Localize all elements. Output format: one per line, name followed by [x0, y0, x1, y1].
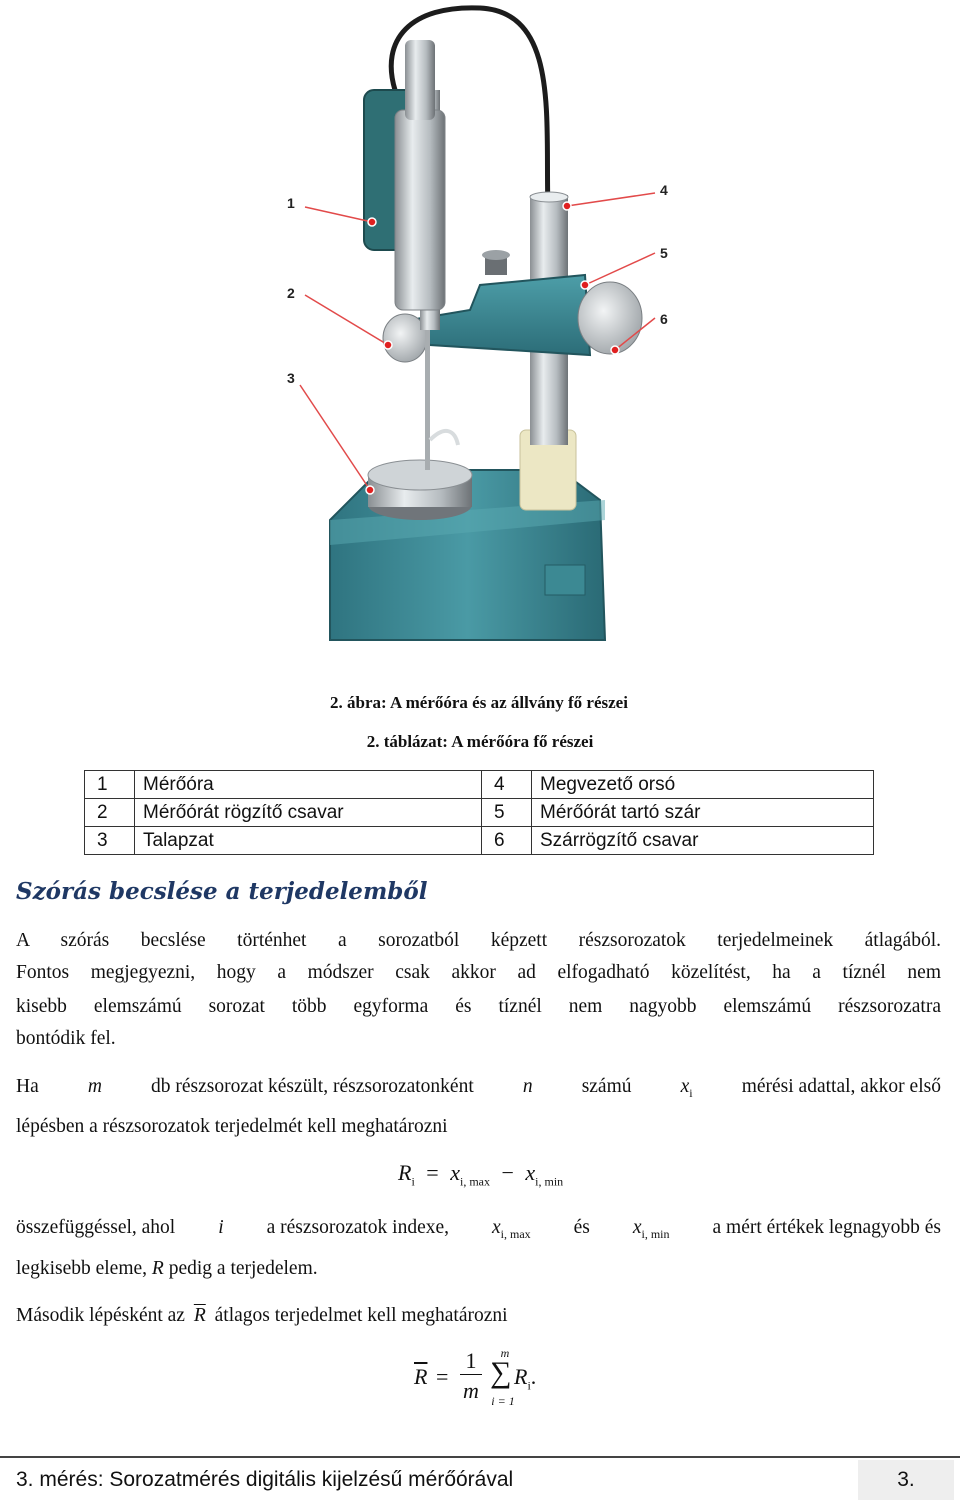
math-rbar: $\overline{R}$ — [193, 1305, 206, 1326]
paragraph-line: bontódik fel. — [16, 1028, 116, 1049]
table-cell: Talapzat — [135, 827, 482, 855]
paragraph-line: Fontos megjegyezni, hogy a módszer csak akkor ad elfogadható közelítést, ha a tíznél nem — [16, 962, 941, 983]
text: számú — [581, 1076, 632, 1097]
callout-6: 6 — [660, 311, 668, 327]
table-cell: Mérőórát tartó szár — [532, 799, 874, 827]
math-xi: $x_i$ — [680, 1076, 693, 1100]
callout-4: 4 — [660, 182, 668, 198]
paragraph-line — [16, 1212, 941, 1250]
page-number: 3. — [858, 1460, 954, 1500]
paragraph-line — [16, 1071, 941, 1109]
figure-caption: 2. ábra: A mérőóra és az állvány fő részei — [330, 693, 628, 712]
formula-range: $R_i = x_{i, max} - x_{i, min}$ — [398, 1160, 564, 1189]
text: a mért értékek legnagyobb és — [712, 1217, 941, 1238]
table-cell: 5 — [482, 799, 532, 827]
paragraph-line: lépésben a részsorozatok terjedelmét kell meghatározni — [16, 1116, 448, 1137]
table-row — [85, 799, 874, 827]
paragraph-line: Második lépésként az $\overline{R}$ átlagos terjedelmet kell meghatározni — [16, 1305, 508, 1326]
page-footer — [0, 1460, 960, 1500]
table-cell: 6 — [482, 827, 532, 855]
table-cell: 3 — [85, 827, 135, 855]
math-xmin: $x_{i, min}$ — [632, 1217, 670, 1241]
footer-divider — [0, 1456, 960, 1458]
table-row — [85, 827, 874, 855]
math-xmax: $x_{i, max}$ — [492, 1217, 531, 1241]
column-clamp-screw — [578, 282, 642, 354]
paragraph-line: A szórás becslése történhet a sorozatból képzett részsorozatok terjedelmeinek átlagából. — [16, 930, 941, 951]
text: Ha — [16, 1076, 39, 1097]
math-m: m — [87, 1076, 102, 1097]
callout-5: 5 — [660, 245, 668, 261]
text: és — [573, 1217, 590, 1238]
callout-1: 1 — [287, 195, 295, 211]
callout-3: 3 — [287, 370, 295, 386]
formula-average-range: $\overline{R}$ = 1 m m ∑ i = 1 $R_i$. — [414, 1346, 537, 1408]
callout-2: 2 — [287, 285, 295, 301]
table-cell: Mérőóra — [135, 771, 482, 799]
text: összefüggéssel, ahol — [16, 1217, 176, 1238]
table-cell: Szárrögzítő csavar — [532, 827, 874, 855]
table-cell: 2 — [85, 799, 135, 827]
math-n: n — [522, 1076, 533, 1097]
table-row — [85, 771, 874, 799]
table-cell: Mérőórát rögzítő csavar — [135, 799, 482, 827]
table-cell: Megvezető orsó — [532, 771, 874, 799]
math-i: i — [218, 1217, 224, 1238]
table-caption: 2. táblázat: A mérőóra fő részei — [366, 732, 594, 751]
footer-title: 3. mérés: Sorozatmérés digitális kijelzésű mérőórával — [16, 1468, 514, 1491]
paragraph-line: kisebb elemszámú sorozat több egyforma és tíznél nem nagyobb elemszámú részsorozatra — [16, 996, 941, 1017]
text: db részsorozat készült, részsorozatonként — [151, 1076, 474, 1097]
dial-gauge-stand-photo — [0, 0, 960, 680]
text: mérési adattal, akkor első — [741, 1076, 941, 1097]
paragraph-line: legkisebb eleme, R pedig a terjedelem. — [16, 1258, 318, 1279]
table-cell: 1 — [85, 771, 135, 799]
section-heading: Szórás becslése a terjedelemből — [16, 878, 428, 905]
table-cell: 4 — [482, 771, 532, 799]
text: a részsorozatok indexe, — [266, 1217, 450, 1238]
parts-table — [84, 770, 874, 855]
